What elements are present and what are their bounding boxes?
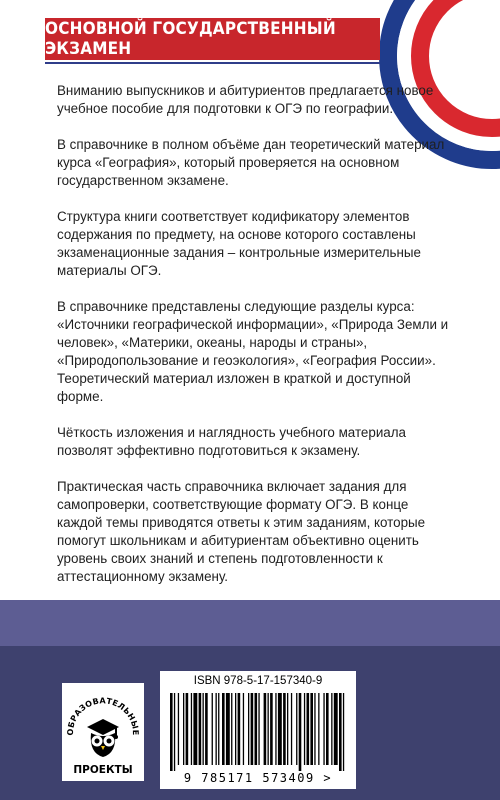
paragraph-practice: Практическая часть справочника включает задания для самопроверки, соответствующие формату ОГЭ. В конце каждой темы приводятся ответы к этим заданиям, которые помогут школьникам и абитуриентам объективно оценить уровень своих знаний и степень подготовленности к аттестационному экзамену.: [57, 479, 426, 584]
exam-title: ОСНОВНОЙ ГОСУДАРСТВЕННЫЙ ЭКЗАМЕН: [45, 19, 336, 59]
owl-icon: [87, 719, 119, 757]
description-text: [57, 82, 452, 604]
logo-bottom-text: ПРОЕКТЫ: [73, 764, 133, 776]
exam-title-banner: [45, 18, 380, 60]
isbn-number: ISBN 978-5-17-157340-9: [193, 675, 323, 687]
barcode-icon: [166, 693, 350, 771]
publisher-logo: [62, 683, 144, 781]
title-underline: [45, 62, 380, 64]
paragraph-clarity: Чёткость изложения и наглядность учебного материала позволят эффективно подготовиться к экзамену.: [57, 425, 407, 458]
paragraph-content: В справочнике в полном объёме дан теоретический материал курса «География», который проверяется на основном государственном экзамене.: [57, 137, 445, 188]
logo-arc-text: ОБРАЗОВАТЕЛЬНЫЕ: [65, 696, 141, 736]
paragraph-sections: В справочнике представлены следующие разделы курса: «Источники географической информации», «Природа Земли и человек», «Материки, океаны, народы и страны», «Природопользование и геоэкология», «География России». Теоретический материал изложен в краткой и доступной форме.: [57, 299, 449, 404]
barcode-digits: 9 785171 573409 >: [183, 771, 333, 785]
barcode-block: [160, 671, 356, 789]
paragraph-structure: Структура книги соответствует кодификатору элементов содержания по предмету, на основе которого составлены экзаменационные задания – контрольные измерительные материалы ОГЭ.: [57, 209, 421, 278]
paragraph-intro: Вниманию выпускников и абитуриентов предлагается новое учебное пособие для подготовки к ОГЭ по географии.: [57, 83, 434, 116]
purple-band: [0, 600, 500, 646]
